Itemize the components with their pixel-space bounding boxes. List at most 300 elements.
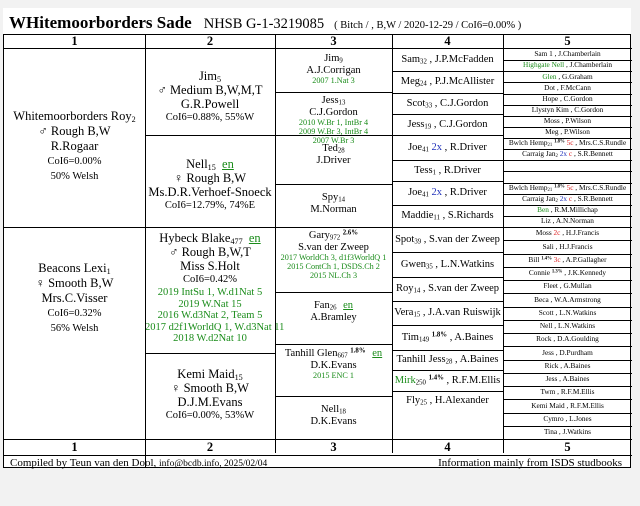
- grandparent-name: Spy: [321, 192, 339, 203]
- ancestor-line: Moss 2c , H.J.Francis: [535, 228, 600, 238]
- great-grandparent-cell: [392, 391, 503, 411]
- great-grandparent-line: Joe$_{41}$ 2x , R.Driver: [408, 187, 487, 199]
- repeat-tag: 2c: [553, 228, 561, 238]
- ancestor-owner: L.Jones: [569, 413, 592, 423]
- name-subscript: 41: [422, 146, 429, 154]
- name-subscript: 26: [329, 304, 337, 312]
- row-divider: [503, 333, 632, 334]
- row-divider: [392, 71, 503, 72]
- name-subscript: 149: [418, 336, 430, 344]
- ancestor-line: Sali , H.J.Francis: [542, 241, 593, 251]
- dam-sire-result: 2018 W.d2Nat 10: [173, 333, 247, 344]
- name-subscript: 24: [420, 80, 427, 88]
- repeat-tag: c: [568, 193, 573, 203]
- ancestor-name: Bwlch Hemp: [508, 138, 548, 148]
- ancestor-owner: J.Chamberlain: [569, 60, 612, 70]
- ancestor-name: Meg: [545, 127, 559, 137]
- ancestor-line: Kemi Maid , R.F.M.Ellis: [531, 400, 604, 410]
- grandparent-name-line: [275, 53, 392, 65]
- ancestor-cell: [503, 346, 632, 359]
- grandparent-owner: C.J.Gordon: [309, 106, 358, 118]
- ancestor-cell: [503, 216, 632, 227]
- grandparent-cell: [275, 49, 392, 92]
- ancestor-cell: [503, 413, 632, 426]
- row-divider: [503, 293, 632, 294]
- ancestor-line: Dot , F.McCann: [544, 82, 591, 92]
- ancestor-cell: [503, 227, 632, 240]
- sire-dam-name: Nell: [186, 157, 208, 171]
- ancestor-owner: C.Gordon: [563, 93, 593, 103]
- great-grandparent-owner: H.Alexander: [434, 395, 489, 406]
- ancestor-cell: [503, 399, 632, 412]
- column-footer: 4: [392, 439, 503, 455]
- great-grandparent-cell: [392, 350, 503, 370]
- grandparent-owner: A.J.Corrigan: [306, 64, 361, 76]
- sire-sire-cell: Jim$_5$ ♂ Medium B,W,M,T G.R.Powell CoI6=0.88%, 55%W: [145, 49, 275, 135]
- ancestor-name: Bill: [528, 254, 540, 264]
- ancestor-name: Moss: [543, 116, 560, 126]
- ancestor-cell: [503, 171, 632, 182]
- grandparent-name: Gary: [308, 230, 330, 241]
- coi-superscript: 1.4%: [428, 374, 444, 382]
- dam-owner: Mrs.C.Visser: [41, 291, 108, 305]
- sire-coi: CoI6=0.00%: [47, 156, 102, 167]
- great-grandparent-cell: [392, 370, 503, 391]
- column-header: 2: [145, 35, 275, 49]
- dog-name: WHitemoorborders Sade: [9, 13, 192, 32]
- ancestor-owner: R.F.M.Ellis: [570, 400, 604, 410]
- grandparent-owner: D.K.Evans: [310, 359, 357, 371]
- ancestor-line: Twm , R.F.M.Ellis: [540, 387, 595, 397]
- ancestor-cell: [503, 71, 632, 82]
- coi-superscript: 1.8%: [554, 139, 565, 145]
- ancestor-owner: L.N.Watkins: [559, 307, 597, 317]
- pedigree-grid: [3, 34, 631, 468]
- repeat-tag: 2x: [559, 193, 568, 203]
- name-subscript: 11: [433, 214, 440, 222]
- great-grandparent-owner: R.Driver: [449, 141, 487, 153]
- dam-sire-result: 2017 d2f1WorldQ 1, W.d3Nat 11: [145, 321, 285, 333]
- grandparent-cell: [275, 396, 392, 439]
- name-subscript: 2: [555, 154, 558, 160]
- grandparent-result: 2015 ContCh 1, DSDS.Ch 2: [287, 262, 380, 271]
- great-grandparent-cell: [392, 93, 503, 114]
- ancestor-cell: [503, 333, 632, 346]
- great-grandparent-cell: [392, 277, 503, 301]
- repeat-tag: 5c: [566, 182, 574, 192]
- row-divider: [145, 135, 275, 136]
- repeat-tag: 2x: [559, 149, 568, 159]
- ancestor-name: Jess: [542, 347, 554, 357]
- ancestor-owner: J.Watkins: [562, 427, 591, 437]
- row-divider: [392, 160, 503, 161]
- ancestor-name: Tina: [543, 427, 558, 437]
- ancestor-name: Carraig Jan: [522, 193, 556, 203]
- sire-dam-owner: Ms.D.R.Verhoef-Snoeck: [148, 185, 272, 199]
- column-header: 5: [503, 35, 632, 49]
- ancestor-name: Cymro: [543, 413, 564, 423]
- coi-superscript: 1.8%: [350, 347, 366, 355]
- great-grandparent-cell: [392, 114, 503, 135]
- ancestor-owner: C.Gordon: [574, 104, 604, 114]
- great-grandparent-owner: R.F.M.Ellis: [451, 374, 501, 386]
- ancestor-cell: [503, 360, 632, 373]
- col-divider: [145, 35, 146, 467]
- ancestor-owner: H.J.Francis: [559, 241, 593, 251]
- ancestor-name: Scott: [538, 307, 554, 317]
- ancestor-name: Kemi Maid: [531, 400, 565, 410]
- dam-sire-result: 2019 W.Nat 15: [178, 298, 242, 310]
- ancestor-cell: [503, 160, 632, 171]
- row-divider: [503, 94, 632, 95]
- great-grandparent-name: Maddie: [401, 210, 434, 221]
- ancestor-line: Jess , D.Purdham: [542, 347, 593, 357]
- column-footer: 3: [275, 439, 392, 455]
- grandparent-name: Tanhill Glen: [284, 348, 338, 359]
- ancestor-name: Hope: [542, 93, 559, 103]
- great-grandparent-line: Mirk$_{250}$ $^{1.4\%}$ , R.F.M.Ellis: [394, 374, 501, 387]
- ancestor-line: Beca , W.A.Armstrong: [534, 294, 601, 304]
- row-divider: [392, 114, 503, 115]
- dam-sire-sex: ♂ Rough B,W,T: [169, 245, 251, 259]
- row-divider: [503, 183, 632, 184]
- grandparent-cell: [275, 227, 392, 292]
- great-grandparent-name: Roy: [395, 283, 414, 294]
- column-footer: 1: [4, 439, 145, 455]
- ancestor-cell: [503, 49, 632, 60]
- ancestor-line: Liz , A.N.Norman: [541, 216, 594, 226]
- ancestor-line: Llystyn Kim , C.Gordon: [531, 104, 604, 114]
- ancestor-owner: A.P.Gallagher: [565, 254, 607, 264]
- great-grandparent-line: Spot$_{39}$ , S.van der Zweep: [395, 233, 500, 246]
- grandparent-name: Nell: [321, 404, 340, 415]
- sire-name: Whitemoorborders Roy: [13, 109, 132, 123]
- great-grandparent-owner: J.P.McFadden: [434, 54, 494, 65]
- ancestor-cell: [503, 82, 632, 93]
- row-divider: [503, 267, 632, 268]
- grandparent-name: Jess: [321, 95, 339, 106]
- great-grandparent-line: Jess$_{19}$ , C.J.Gordon: [407, 118, 488, 131]
- great-grandparent-name: Scot: [406, 97, 426, 109]
- name-subscript: 25: [420, 399, 427, 407]
- row-divider: [392, 391, 503, 392]
- grandparent-result: 2017 WorldCh 3, d1f3WorldQ 1: [280, 253, 387, 262]
- ancestor-cell: [503, 94, 632, 105]
- name-subscript: 41: [422, 191, 429, 199]
- row-divider: [392, 277, 503, 278]
- ancestor-cell: [503, 386, 632, 399]
- row-divider: [392, 301, 503, 302]
- row-divider: [4, 227, 503, 228]
- great-grandparent-cell: [392, 71, 503, 93]
- great-grandparent-line: Meg$_{24}$ , P.J.McAllister: [400, 76, 495, 88]
- grandparent-result: 2010 W.Br 1, IntBr 4: [298, 118, 369, 127]
- great-grandparent-owner: A.Baines: [454, 331, 494, 343]
- row-divider: [503, 116, 632, 117]
- dam-coi: CoI6=0.32%: [47, 308, 102, 319]
- ancestor-owner: L.N.Watkins: [557, 321, 596, 331]
- row-divider: [503, 360, 632, 361]
- footer: [4, 455, 632, 470]
- ancestor-owner: G.Mullan: [563, 281, 592, 291]
- grandparent-name-line: [275, 230, 392, 242]
- great-grandparent-name: Tanhill Jess: [396, 354, 446, 365]
- great-grandparent-name: Jess: [407, 118, 425, 130]
- dam-dam-sex: ♀ Smooth B,W: [171, 381, 249, 395]
- great-grandparent-name: Gwen: [400, 258, 426, 270]
- ancestor-line: Meg , P.Wilson: [545, 127, 590, 137]
- row-divider: [503, 60, 632, 61]
- dam-dam-coi: CoI6=0.00%, 53%W: [165, 410, 255, 421]
- great-grandparent-owner: P.J.McAllister: [434, 76, 495, 87]
- ancestor-name: Jess: [545, 374, 558, 384]
- ancestor-cell: [503, 267, 632, 280]
- great-grandparent-name: Spot: [395, 233, 415, 245]
- grandparent-cell: [275, 344, 392, 396]
- grandparent-name-line: [275, 404, 392, 416]
- row-divider: [275, 184, 392, 185]
- column-footer: 5: [503, 439, 632, 455]
- ancestor-line: Tina , J.Watkins: [543, 427, 591, 437]
- great-grandparent-name: Tim: [401, 331, 419, 343]
- column-header: 4: [392, 35, 503, 49]
- ancestor-line: Rock , D.A.Goulding: [536, 334, 599, 344]
- name-subscript: 39: [414, 238, 422, 246]
- great-grandparent-owner: S.van der Zweep: [428, 283, 500, 294]
- ancestor-owner: A.Baines: [562, 374, 590, 384]
- great-grandparent-owner: A.Baines: [459, 354, 499, 365]
- great-grandparent-line: Sam$_{32}$ , J.P.McFadden: [401, 54, 494, 66]
- sire-owner: R.Rogaar: [50, 139, 99, 153]
- ancestor-name: Ben: [537, 205, 549, 215]
- ancestor-owner: Mrs.C.S.Rundle: [578, 182, 627, 192]
- ancestor-cell: [503, 138, 632, 149]
- ancestor-owner: Mrs.C.S.Rundle: [578, 138, 627, 148]
- sire-sire-name: Jim: [198, 69, 217, 83]
- ancestor-line: Rick , A.Baines: [544, 360, 591, 370]
- dam-dam-name: Kemi Maid: [177, 367, 235, 381]
- grandparent-owner: D.K.Evans: [310, 415, 357, 427]
- sire-dam-coi: CoI6=12.79%, 74%E: [164, 200, 256, 211]
- sire-dam-cell: Nell$_{15}$ en ♀ Rough B,W Ms.D.R.Verhoef-Snoeck CoI6=12.79%, 74%E: [145, 135, 275, 227]
- row-divider: [392, 325, 503, 326]
- grandparent-cell: [275, 184, 392, 227]
- ancestor-line: Hope , C.Gordon: [542, 93, 593, 103]
- contact-email: info@bcdb.info, 2025/02/04: [159, 459, 268, 469]
- row-divider: [503, 82, 632, 83]
- dog-meta: ( Bitch / , B,W / 2020-12-29 / CoI6=0.00% ): [334, 20, 522, 31]
- great-grandparent-cell: [392, 205, 503, 227]
- great-grandparent-cell: [392, 135, 503, 160]
- great-grandparent-name: Vera: [394, 307, 414, 318]
- ancestor-owner: D.A.Goulding: [557, 334, 599, 344]
- compiled-by: Compiled by Teun van den Dool,: [10, 457, 157, 469]
- row-divider: [275, 344, 392, 345]
- en-tag: en: [343, 300, 354, 311]
- ancestor-owner: S.R.Bennett: [577, 193, 613, 203]
- name-subscript: 2: [555, 199, 558, 205]
- great-grandparent-cell: [392, 252, 503, 277]
- great-grandparent-line: Roy$_{14}$ , S.van der Zweep: [395, 283, 500, 295]
- great-grandparent-name: Joe: [408, 141, 423, 153]
- column-header: 3: [275, 35, 392, 49]
- name-subscript: 9: [339, 57, 343, 65]
- ancestor-cell: [503, 426, 632, 439]
- great-grandparent-line: Tim$_{149}$ $^{1.8\%}$ , A.Baines: [401, 331, 494, 344]
- ancestor-cell: [503, 149, 632, 160]
- ancestor-name: Connie: [528, 268, 550, 278]
- ancestor-line: Scott , L.N.Watkins: [538, 307, 597, 317]
- row-divider: [503, 373, 632, 374]
- dam-sire-result: 2019 IntSu 1, W.d1Nat 5: [157, 287, 263, 298]
- window-bottom-bar: [0, 470, 640, 506]
- row-divider: [392, 205, 503, 206]
- great-grandparent-name: Sam: [401, 54, 421, 65]
- ancestor-owner: W.A.Armstrong: [554, 294, 601, 304]
- great-grandparent-cell: [392, 227, 503, 252]
- row-divider: [392, 350, 503, 351]
- row-divider: [275, 92, 392, 93]
- great-grandparent-name: Mirk: [394, 374, 416, 386]
- row-divider: [503, 127, 632, 128]
- ancestor-cell: [503, 373, 632, 386]
- ancestor-line: Carraig Jan$_2$ 2x c , S.R.Bennett: [522, 149, 613, 160]
- ancestor-name: Fleet: [543, 281, 558, 291]
- row-divider: [503, 227, 632, 228]
- ancestor-cell: [503, 194, 632, 205]
- ancestor-cell: [503, 240, 632, 253]
- great-grandparent-cell: [392, 160, 503, 181]
- great-grandparent-name: Tess: [414, 164, 433, 176]
- name-subscript: 972: [329, 234, 341, 242]
- coi-superscript: 2.6%: [342, 229, 359, 237]
- row-divider: [503, 194, 632, 195]
- great-grandparent-name: Fly: [406, 395, 421, 406]
- pedigree-sheet: [3, 8, 631, 468]
- column-footer: 2: [145, 439, 275, 455]
- ancestor-owner: P.Wilson: [564, 127, 590, 137]
- great-grandparent-name: Meg: [400, 76, 421, 87]
- ancestor-line: Bwlch Hemp$_{21}$ $^{1.8\%}$ 5c , Mrs.C.S.Rundle: [508, 182, 627, 193]
- coi-superscript: 1.8%: [554, 184, 565, 190]
- row-divider: [503, 254, 632, 255]
- ancestor-owner: H.J.Francis: [565, 228, 600, 238]
- great-grandparent-owner: R.Driver: [443, 164, 481, 176]
- ancestor-name: Beca: [534, 294, 549, 304]
- great-grandparent-cell: [392, 301, 503, 325]
- ancestor-owner: J.K.Kennedy: [567, 268, 607, 278]
- ancestor-cell: [503, 116, 632, 127]
- row-divider: [503, 171, 632, 172]
- grandparent-owner: A.Bramley: [310, 311, 357, 323]
- ancestor-name: Glen: [542, 71, 557, 81]
- great-grandparent-owner: S.Richards: [447, 210, 494, 221]
- great-grandparent-name: Joe: [408, 187, 423, 198]
- row-divider: [145, 353, 275, 354]
- row-divider: [275, 396, 392, 397]
- sire-sire-coi: CoI6=0.88%, 55%W: [165, 112, 255, 123]
- coi-superscript: 1.4%: [541, 256, 552, 262]
- grandparent-name: Ted: [322, 143, 338, 154]
- row-divider: [503, 149, 632, 150]
- sire-sex: ♂ Rough B,W: [38, 124, 111, 138]
- ancestor-name: Carraig Jan: [522, 149, 556, 159]
- column-header: 1: [4, 35, 145, 49]
- grandparent-result: 2009 W.Br 3, IntBr 4: [298, 127, 369, 136]
- ancestor-owner: P.Wilson: [565, 116, 592, 126]
- row-divider: [503, 105, 632, 106]
- dam-sire-owner: Miss S.Holt: [180, 259, 240, 273]
- ancestor-name: Dot: [544, 82, 556, 92]
- row-divider: [503, 160, 632, 161]
- row-divider: [503, 280, 632, 281]
- grandparent-result: 2015 NL.Ch 3: [309, 271, 358, 280]
- great-grandparent-owner: C.J.Gordon: [439, 118, 488, 130]
- ancestor-line: Carraig Jan$_2$ 2x c , S.R.Bennett: [522, 193, 613, 205]
- great-grandparent-cell: [392, 181, 503, 205]
- dam-cell: Beacons Lexi$_1$ ♀ Smooth B,W Mrs.C.Visser CoI6=0.32% 56% Welsh: [4, 227, 145, 439]
- grandparent-name: Fan: [313, 300, 330, 311]
- grandparent-name-line: [275, 192, 392, 204]
- dam-sire-coi: CoI6=0.42%: [182, 274, 238, 285]
- great-grandparent-cell: [392, 49, 503, 71]
- col-divider: [503, 35, 504, 453]
- name-subscript: 1: [432, 169, 436, 177]
- row-divider: [503, 307, 632, 308]
- grandparent-result: 2015 ENC 1: [313, 371, 354, 380]
- pedigree-title: [9, 12, 521, 34]
- sire-dam-sex: ♀ Rough B,W: [173, 171, 247, 185]
- ancestor-line: Connie $^{1.3\%}$ , J.K.Kennedy: [528, 268, 607, 278]
- repeat-tag: c: [568, 149, 573, 159]
- ancestor-line: Nell , L.N.Watkins: [539, 321, 596, 331]
- col-divider: [275, 35, 276, 453]
- ancestor-cell: [503, 307, 632, 320]
- name-subscript: 28: [445, 358, 453, 366]
- name-subscript: 250: [415, 379, 426, 387]
- sire-dam-en-tag: en: [222, 157, 234, 171]
- name-subscript: 21: [547, 187, 553, 193]
- row-divider: [503, 138, 632, 139]
- name-subscript: 33: [425, 102, 433, 110]
- ancestor-owner: D.Purdham: [559, 347, 593, 357]
- ancestor-cell: [503, 205, 632, 216]
- ancestor-cell: [503, 60, 632, 71]
- row-divider: [275, 292, 392, 293]
- dam-name: Beacons Lexi: [38, 261, 107, 275]
- ancestor-owner: J.Chamberlain: [558, 49, 601, 59]
- ancestor-name: Highgate Nell: [523, 60, 565, 70]
- great-grandparent-line: Fly$_{25}$ , H.Alexander: [406, 395, 489, 407]
- ancestor-line: Fleet , G.Mullan: [543, 281, 592, 291]
- row-divider: [503, 320, 632, 321]
- row-divider: [503, 71, 632, 72]
- sire-cell: Whitemoorborders Roy$_2$ ♂ Rough B,W R.Rogaar CoI6=0.00% 50% Welsh: [4, 49, 145, 227]
- ancestor-line: Bill $^{1.4\%}$ 3c , A.P.Gallagher: [528, 254, 607, 264]
- great-grandparent-owner: R.Driver: [449, 187, 487, 198]
- grandparent-owner: J.Driver: [316, 154, 351, 166]
- great-grandparent-line: Joe$_{41}$ 2x , R.Driver: [408, 141, 487, 154]
- great-grandparent-line: Tanhill Jess$_{28}$ , A.Baines: [396, 354, 499, 366]
- row-divider: [503, 216, 632, 217]
- coi-superscript: 1.8%: [431, 331, 448, 339]
- ancestor-cell: [503, 293, 632, 306]
- ancestor-name: Rock: [536, 334, 552, 344]
- dam-sire-result: 2016 W.d3Nat 2, Team 5: [157, 310, 263, 321]
- grandparent-cell: [275, 92, 392, 145]
- dam-sire-cell: Hybeck Blake$_{477}$ en ♂ Rough B,W,T Miss S.Holt CoI6=0.42% 2019 IntSu 1, W.d1Nat 5 2019 W.Nat 15 2016 W.d3Nat 2, Team 5 2017 d2f1WorldQ 1, W.d3Nat 11 2018 W.d2Nat 10: [145, 231, 285, 344]
- great-grandparent-cell: [392, 325, 503, 350]
